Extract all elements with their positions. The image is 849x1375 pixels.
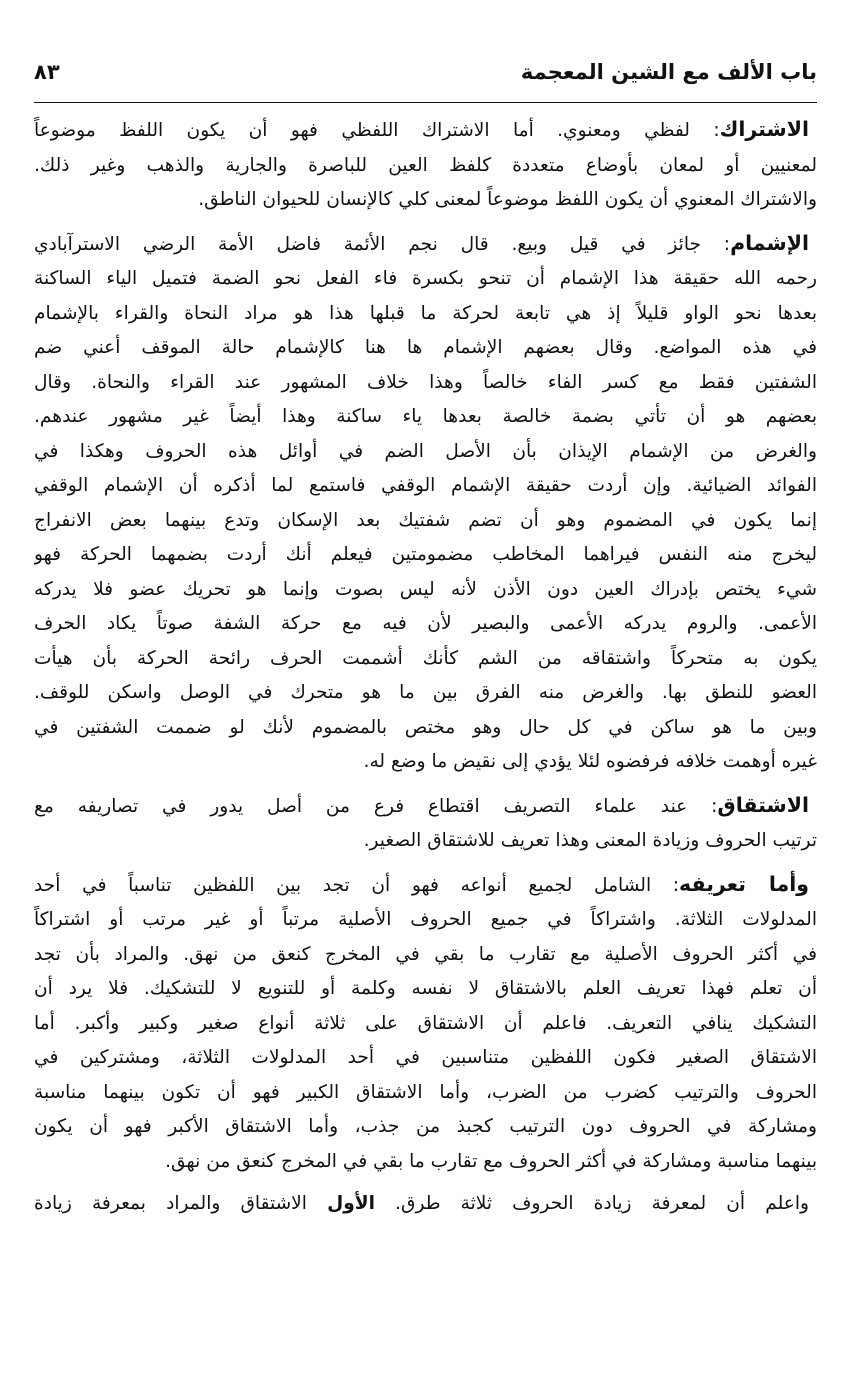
text-line bbox=[34, 1187, 817, 1222]
text-line: يكون به متحركاً واشتقاقه من الشم كأنك أشممت الحرف رائحة الحركة بأن هيأت bbox=[34, 647, 817, 669]
text-line: التشكيك ينافي التعريف. فاعلم أن الاشتقاق على ثلاثة أنواع صغير وكبير وأكبر. أما bbox=[34, 1012, 817, 1034]
entry-text: : عند علماء التصريف اقتطاع فرع من أصل يدور في تصاريفه مع bbox=[34, 795, 718, 817]
entry-text: : جائز في قيل وبيع. قال نجم الأئمة فاضل الأمة الرضي الاسترآبادي bbox=[34, 233, 731, 255]
text-line: الشفتين فقط مع كسر الفاء خالصاً وهذا خلاف المشهور عند القراء والنحاة. وقال bbox=[34, 371, 817, 393]
text-line: وبين ما هو ساكن في كل حال وهو مختص بالمضموم لأنك لو ضممت الشفتين في bbox=[34, 716, 817, 738]
entry-tarifuhu bbox=[34, 867, 817, 1180]
paragraph-text: الاشتقاق والمراد بمعرفة زيادة bbox=[34, 1193, 307, 1214]
text-line: لمعنيين أو لمعان بأوضاع متعددة كلفظ العين للباصرة والجارية والذهب وغير ذلك. bbox=[34, 154, 817, 176]
text-line: أن تعلم فهذا تعريف العلم بالاشتقاق لا نفسه وكلمة أو للتنويع لا للتشكيك. فلا يرد أن bbox=[34, 978, 817, 999]
emphasis-text: الأول bbox=[327, 1193, 375, 1214]
entry-term: الاشتقاق bbox=[717, 792, 809, 817]
text-line: الفوائد الضيائية. وإن أردت حقيقة الإشمام الوقفي فاستمع لما أذكره أن الإشمام الوقفي bbox=[34, 475, 817, 496]
text-line: العضو للنطق بها. والغرض منه الفرق بين ما هو متحرك في الوصل واسكن للوقف. bbox=[34, 682, 817, 703]
entry-ishmam bbox=[34, 226, 817, 780]
text-line: إنما يكون في المضموم وهو أن تضم شفتيك بعد الإسكان وتدع بينهما بعض الانفراج bbox=[34, 509, 817, 531]
paragraph-text: واعلم أن لمعرفة زيادة الحروف ثلاثة طرق. bbox=[395, 1193, 809, 1214]
text-line bbox=[34, 867, 817, 904]
text-line: ترتيب الحروف وزيادة المعنى وهذا تعريف للاشتقاق الصغير. bbox=[363, 830, 817, 851]
page-body bbox=[34, 112, 817, 1230]
text-line: غيره أوهمت خلافه فرفضوه لئلا يؤدي إلى نقيض ما وضع له. bbox=[363, 751, 817, 772]
text-line: ليخرج منه النفس فيراهما المخاطب مضمومتين فيعلم أنك أردت بضمهما الحركة فهو bbox=[34, 544, 817, 565]
text-line: بعدها نحو الواو قليلاً إذ هي تابعة لحركة ما قبلها هذا هو مراد النحاة والقراء بالإشمام bbox=[34, 302, 817, 324]
entry-ishtiqaq bbox=[34, 788, 817, 859]
entry-text: : الشامل لجميع أنواعه فهو أن تجد بين اللفظين تناسباً في أحد bbox=[34, 874, 680, 896]
text-line bbox=[34, 112, 817, 149]
entry-term: الإشمام bbox=[730, 230, 809, 255]
text-line: رحمه الله حقيقة هذا الإشمام أن تنحو بكسرة فاء الفعل نحو الضمة فتميل الياء الساكنة bbox=[34, 268, 817, 289]
page-header bbox=[34, 52, 817, 103]
text-line bbox=[34, 788, 817, 825]
page-number: ٨٣ bbox=[34, 60, 60, 84]
text-line bbox=[34, 226, 817, 263]
entry-ishtirak bbox=[34, 112, 817, 218]
text-line: ومشاركة في الحروف دون الترتيب كجبذ من جذب، وأما الاشتقاق الأكبر فهو أن يكون bbox=[34, 1116, 817, 1137]
text-line: بعضهم هو أن تأتي بضمة خالصة بعدها ياء ساكنة وهذا أيضاً غير مشهور عندهم. bbox=[34, 406, 817, 427]
text-line: شيء يختص بإدراك العين دون الأذن لأنه ليس بصوت وإنما هو تحريك عضو فلا يدركه bbox=[34, 578, 817, 600]
text-line: في أكثر الحروف الأصلية مع تقارب ما بقي في المخرج كنعق من نهق. والمراد بأن تجد bbox=[34, 943, 817, 965]
text-line: والاشتراك المعنوي أن يكون اللفظ موضوعاً لمعنى كلي كالإنسان للحيوان الناطق. bbox=[198, 189, 817, 210]
chapter-title: باب الألف مع الشين المعجمة bbox=[520, 60, 817, 84]
text-line: في هذه المواضع. وقال بعضهم الإشمام ها هنا كالإشمام حالة الموقف أعني ضم bbox=[34, 337, 817, 358]
entry-term: الاشتراك bbox=[719, 117, 809, 141]
text-line: الأعمى. والروم يدركه الأعمى والبصير لأن فيه مع حركة الشفة صوتاً يكاد الحرف bbox=[34, 613, 817, 634]
text-line: المدلولات الثلاثة. واشتراكاً في جميع الحروف الأصلية مرتباً أو غير مرتب أو اشتراكاً bbox=[34, 909, 817, 930]
entry-text: : لفظي ومعنوي. أما الاشتراك اللفظي فهو أن يكون اللفظ موضوعاً bbox=[34, 120, 720, 141]
text-line: بينهما مناسبة ومشاركة في أكثر الحروف مع تقارب ما بقي في المخرج كنعق من نهق. bbox=[165, 1150, 817, 1172]
final-paragraph bbox=[34, 1187, 817, 1222]
text-line: والغرض من الإشمام الإيذان بأن الأصل الضم في أوائل هذه الحروف وهكذا في bbox=[34, 440, 817, 462]
text-line: الاشتقاق الصغير فكون اللفظين متناسبين في أحد المدلولات الثلاثة، ومشتركين في bbox=[34, 1047, 817, 1068]
text-line: الحروف والترتيب كضرب من الضرب، وأما الاشتقاق الكبير فهو أن تكون بينهما مناسبة bbox=[34, 1081, 817, 1103]
entry-term: وأما تعريفه bbox=[679, 871, 809, 896]
